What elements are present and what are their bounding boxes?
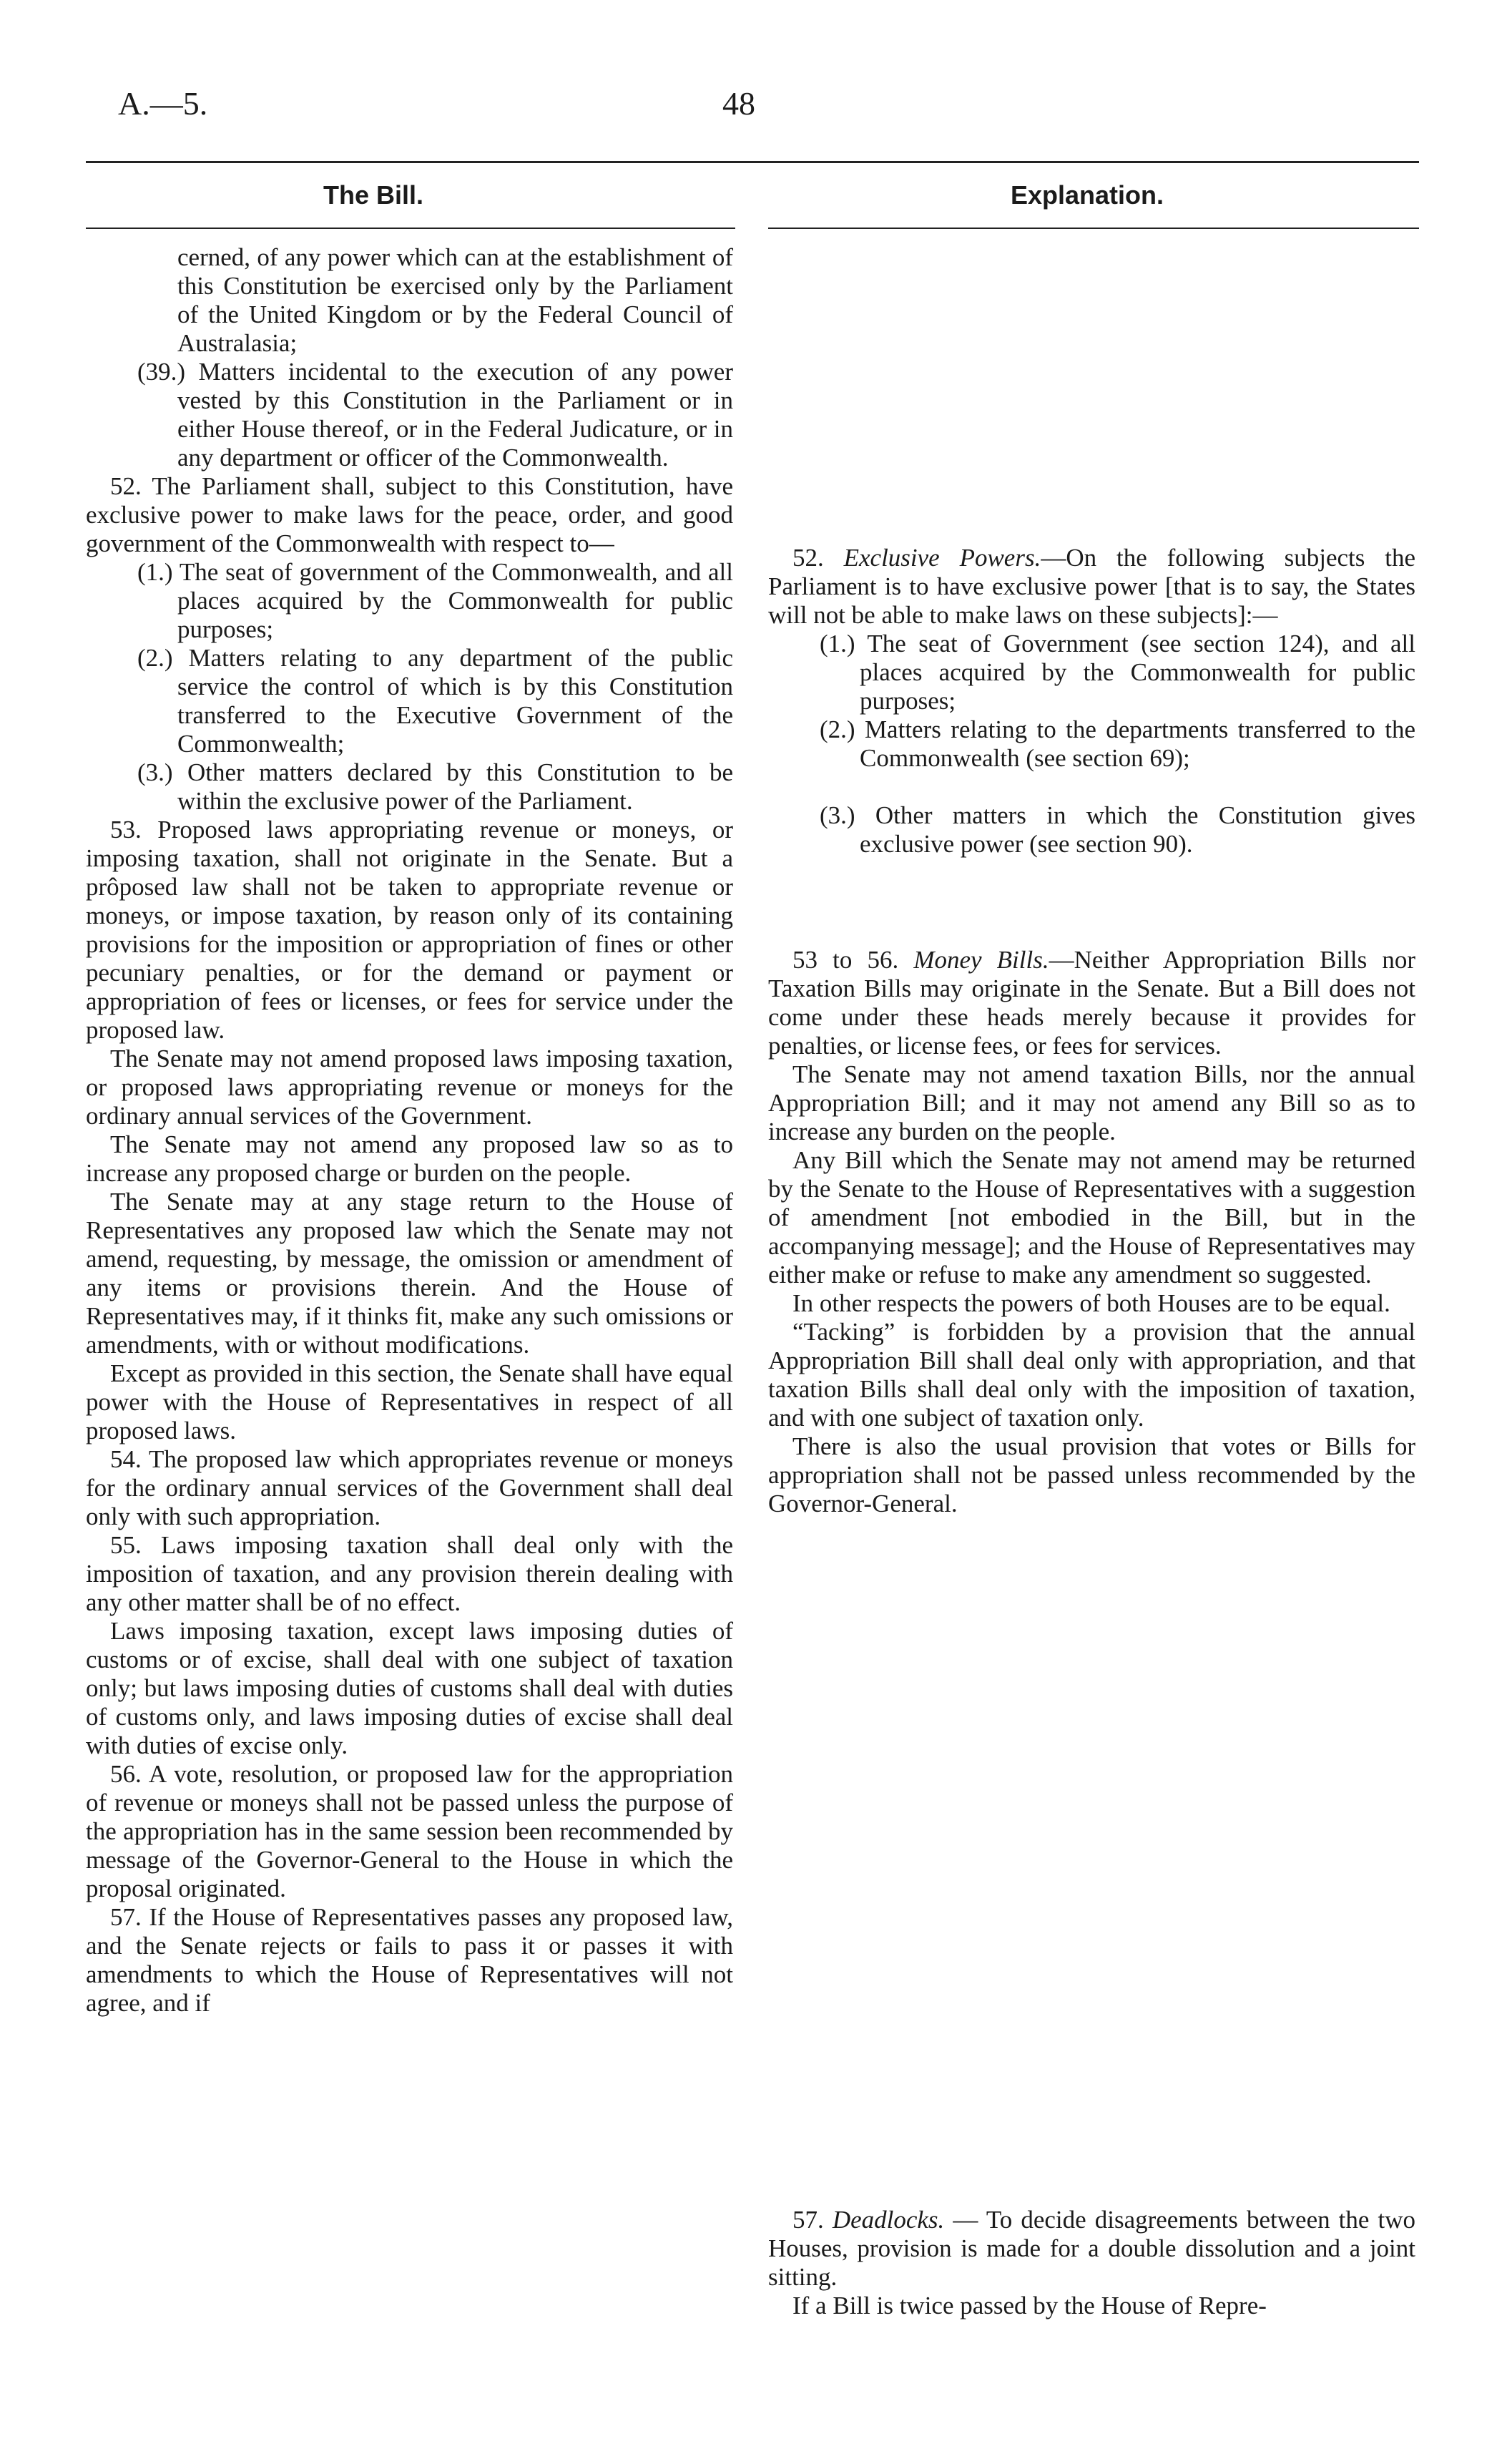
bill-paragraph: The Senate may at any stage return to the House of Representatives any proposed law which the Senate may not amend, requesting, by message, the omission or amendment of any items or provisions therein. And the House of Representatives may, if it thinks fit, make any such omissions or amendments, with or without modifications. <box>86 1188 733 1359</box>
explanation-item: (1.) The seat of Government (see section 124), and all places acquired by the Commonwealth for public purposes; <box>820 630 1415 715</box>
page-number: 48 <box>722 85 755 122</box>
explanation-title: Money Bills. <box>913 946 1049 974</box>
explanation-item: (3.) Other matters in which the Constitution gives exclusive power (see section 90). <box>820 801 1415 858</box>
bill-paragraph: Except as provided in this section, the Senate shall have equal power with the House of Representatives in respect of all proposed laws. <box>86 1359 733 1444</box>
explanation-paragraph: Any Bill which the Senate may not amend may be returned by the Senate to the House of Representatives with a suggestion of amendment [not embodied in the Bill, but in the accompanying message]; and the House of Representatives may either make or refuse to make any amendment so suggested. <box>768 1146 1415 1289</box>
bill-section: 55. Laws imposing taxation shall deal only with the imposition of taxation, and any provision therein dealing with any other matter shall be of no effect. <box>86 1531 733 1616</box>
document-reference: A.—5. <box>118 85 208 122</box>
bill-paragraph: The Senate may not amend any proposed law so as to increase any proposed charge or burden on the people. <box>86 1130 733 1187</box>
explanation-intro: — To decide disagreements between the two Houses, provision is made for a double dissolution and a joint sitting. <box>768 2206 1416 2291</box>
bill-section: 53. Proposed laws appropriating revenue or moneys, or imposing taxation, shall not originate in the Senate. But a prôposed law shall not be taken to appropriate revenue or moneys, or impose taxation, by reason only of its containing provisions for the imposition or appropriation of fines or other pecuniary penalties, or for the demand or payment or appropriation of fees or licenses, or fees for service under the proposed law. <box>86 816 733 1044</box>
bill-column <box>86 243 733 2018</box>
explanation-title: Exclusive Powers. <box>843 544 1041 572</box>
explanation-paragraph: The Senate may not amend taxation Bills, nor the annual Appropriation Bill; and it may not amend any Bill so as to increase any burden on the people. <box>768 1060 1415 1145</box>
explanation-title: Deadlocks. <box>832 2206 945 2234</box>
bill-paragraph: The Senate may not amend proposed laws imposing taxation, or proposed laws appropriating revenue or moneys for the ordinary annual services of the Government. <box>86 1045 733 1130</box>
explanation-section-53 <box>768 946 1415 1518</box>
explanation-heading-rule <box>768 228 1419 229</box>
explanation-paragraph: There is also the usual provision that votes or Bills for appropriation shall not be passed unless recommended by the Governor-General. <box>768 1432 1415 1517</box>
explanation-section-52 <box>768 544 1415 859</box>
bill-item: (1.) The seat of government of the Commonwealth, and all places acquired by the Commonwealth for public purposes; <box>137 558 733 643</box>
explanation-paragraph: In other respects the powers of both Houses are to be equal. <box>792 1289 1390 1317</box>
explanation-paragraph: If a Bill is twice passed by the House of Repre- <box>792 2292 1267 2319</box>
bill-heading-rule <box>86 228 735 229</box>
bill-section: 56. A vote, resolution, or proposed law for the appropriation of revenue or moneys shall not be passed unless the purpose of the appropriation has in the same session been recommended by message of the Governor-General to the House in which the proposal originated. <box>86 1760 733 1902</box>
explanation-number: 52. <box>792 544 824 572</box>
explanation-paragraph: “Tacking” is forbidden by a provision that the annual Appropriation Bill shall deal only with appropriation, and that taxation Bills shall deal only with the imposition of taxation, and with one subject of taxation only. <box>768 1318 1415 1432</box>
explanation-intro: —On the following subjects the Parliament is to have exclusive power [that is to say, the States will not be able to make laws on these subjects]:— <box>768 544 1415 629</box>
top-rule <box>86 161 1419 163</box>
explanation-number: 53 to 56. <box>792 946 899 974</box>
bill-item: (39.) Matters incidental to the execution of any power vested by this Constitution in the Parliament or in either House thereof, or in the Federal Judicature, or in any department or officer of the Commonwealth. <box>137 358 733 471</box>
bill-section: 57. If the House of Representatives passes any proposed law, and the Senate rejects or fails to pass it or passes it with amendments to which the House of Representatives will not agree, and if <box>86 1903 733 2017</box>
explanation-section-57 <box>768 2206 1415 2320</box>
bill-section: 52. The Parliament shall, subject to this Constitution, have exclusive power to make laws for the peace, order, and good government of the Commonwealth with respect to— <box>86 472 733 557</box>
bill-item: (3.) Other matters declared by this Constitution to be within the exclusive power of the Parliament. <box>137 758 733 815</box>
bill-section: 54. The proposed law which appropriates revenue or moneys for the ordinary annual services of the Government shall deal only with such appropriation. <box>86 1445 733 1530</box>
explanation-item: (2.) Matters relating to the departments transferred to the Commonwealth (see section 69); <box>820 715 1415 772</box>
bill-text: cerned, of any power which can at the establishment of this Constitution be exercised only by the Parliament of the United Kingdom or by the Federal Council of Australasia; <box>177 243 733 357</box>
explanation-number: 57. <box>792 2206 824 2234</box>
bill-paragraph: Laws imposing taxation, except laws imposing duties of customs or of excise, shall deal with one subject of taxation only; but laws imposing duties of customs shall deal with duties of customs only, and laws imposing duties of excise shall deal with duties of excise only. <box>86 1617 733 1759</box>
bill-column-heading: The Bill. <box>323 180 424 210</box>
bill-item: (2.) Matters relating to any department of the public service the control of which is by this Constitution transferred to the Executive Government of the Commonwealth; <box>137 644 733 758</box>
explanation-column-heading: Explanation. <box>1011 180 1164 210</box>
explanation-intro: —Neither Appropriation Bills nor Taxation Bills may originate in the Senate. But a Bill does not come under these heads merely because it provides for penalties, or license fees, or fees for services. <box>768 946 1416 1060</box>
